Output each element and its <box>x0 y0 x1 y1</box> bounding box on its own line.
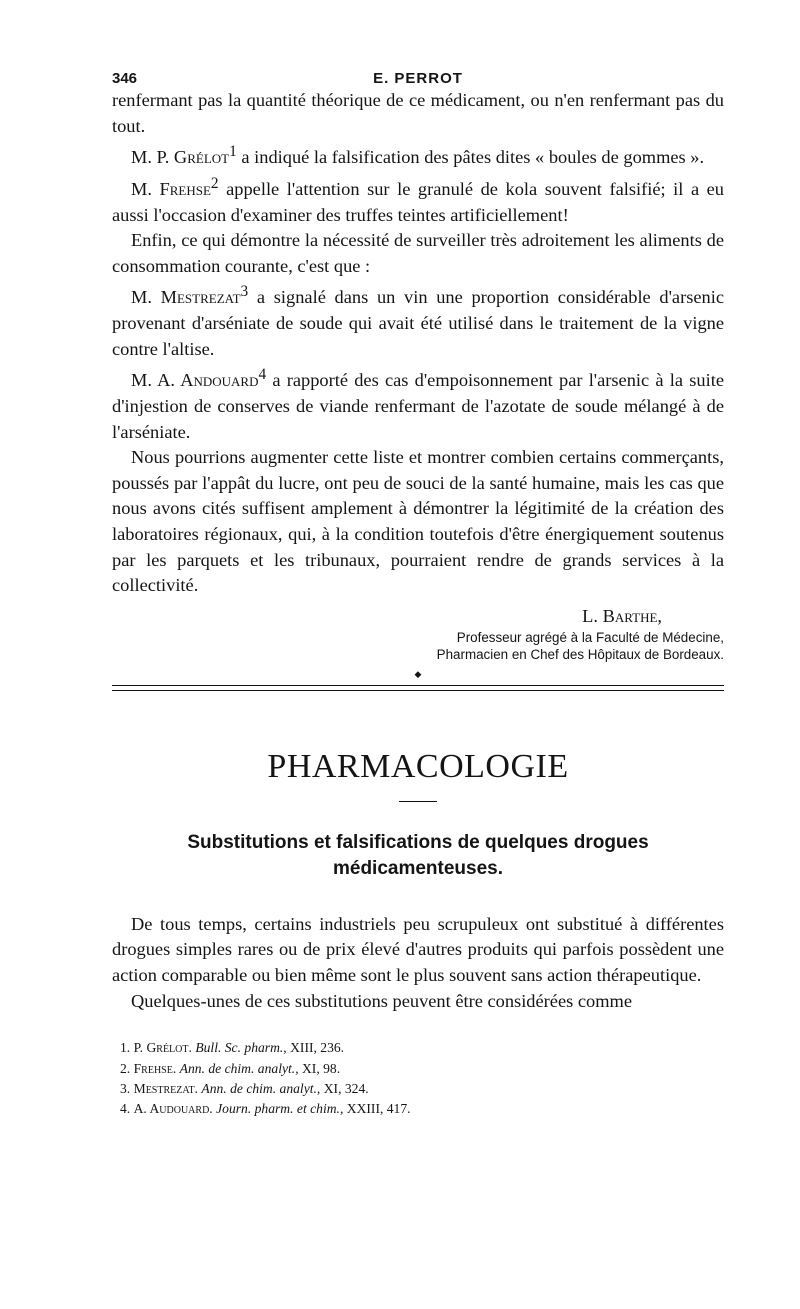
title-underline <box>399 801 437 802</box>
running-header <box>112 58 724 88</box>
running-head-title: E. PERROT <box>373 70 463 87</box>
footnote-number: 2. <box>120 1060 131 1076</box>
author-name: M. A. Andouard <box>131 370 259 391</box>
subtitle-line-2: médicamenteuses. <box>332 857 504 879</box>
ornament-diamond: ◆ <box>414 668 422 679</box>
page-number: 346 <box>112 70 138 87</box>
bottom-body-text <box>112 912 724 1014</box>
footnote-reference: , XI, 324. <box>316 1080 369 1096</box>
footnote-reference: , XIII, 236. <box>283 1040 345 1056</box>
signature-name: L. Barthe, <box>582 605 662 626</box>
paragraph-text: a indiqué la falsification des pâtes dites « boules de gommes ». <box>236 147 705 168</box>
footnote-item <box>112 1038 724 1058</box>
double-rule-top <box>112 685 724 686</box>
footnote-author: Frehse. <box>133 1060 177 1076</box>
paragraph-continuation: renfermant pas la quantité théorique de ce médicament, ou n'en renfermant pas du tout. <box>112 90 724 136</box>
footnote-journal: Bull. Sc. pharm. <box>195 1040 284 1056</box>
paragraph-grelot <box>112 139 724 171</box>
paragraph-text: appelle l'attention sur le granulé de kola souvent falsifié; il a eu aussi l'occasion d'examiner des truffes teintes artificiellement! <box>112 179 725 225</box>
document-page <box>112 58 724 1120</box>
footnote-author: P. Grélot. <box>133 1040 192 1056</box>
footnote-number: 1. <box>120 1040 131 1056</box>
paragraph-andouard <box>112 362 724 445</box>
footnote-marker: 4 <box>258 366 267 384</box>
paragraph-intro: De tous temps, certains industriels peu scrupuleux ont substitué à différentes drogues simples rares ou de prix élevé d'autres produits qui parfois possèdent une action comparable ou bien même sont le plus souvent sans action thérapeutique. <box>112 913 724 985</box>
footnote-author: A. Audouard. <box>133 1101 213 1117</box>
subtitle-line-1: Substitutions et falsifications de quelques drogues <box>187 831 649 853</box>
paragraph-substitutions: Quelques-unes de ces substitutions peuvent être considérées comme <box>131 990 633 1011</box>
footnote-item <box>112 1099 724 1119</box>
footnote-journal: Ann. de chim. analyt. <box>201 1080 317 1096</box>
footnote-author: Mestrezat. <box>133 1080 198 1096</box>
section-title: PHARMACOLOGIE <box>267 747 569 785</box>
author-name: M. Frehse <box>131 179 211 200</box>
footnote-marker: 2 <box>210 174 219 192</box>
signature-title-line-1: Professeur agrégé à la Faculté de Médecine, <box>456 629 724 645</box>
footnote-journal: Journ. pharm. et chim. <box>216 1101 340 1117</box>
footnote-item <box>112 1059 724 1079</box>
footnote-journal: Ann. de chim. analyt. <box>179 1060 296 1076</box>
article-subtitle <box>112 830 724 882</box>
footnote-number: 4. <box>120 1101 131 1117</box>
footnote-number: 3. <box>120 1080 131 1096</box>
paragraph-frehse <box>112 171 724 228</box>
top-body-text <box>112 88 724 599</box>
footnotes <box>112 1038 724 1120</box>
paragraph-conclusion: Nous pourrions augmenter cette liste et montrer combien certains commerçants, poussés par l'appât du lucre, ont peu de souci de la santé humaine, mais les cas que nous avons cités suffisent amplement à démontrer la légitimité de la création des laboratoires régionaux, qui, à la condition toutefois d'être énergiquement soutenus par les parquets et les tribunaux, pourraient rendre de grands services à la collectivité. <box>112 447 724 596</box>
paragraph-mestrezat <box>112 279 724 362</box>
author-name: M. P. Grélot <box>131 147 230 168</box>
paragraph-text: a rapporté des cas d'empoisonnement par l'arsenic à la suite d'injestion de conserves de viande renfermant de l'azotate de soude mélangé à de l'arséniate. <box>112 370 724 442</box>
signature-title-line-2: Pharmacien en Chef des Hôpitaux de Bordeaux. <box>436 646 724 662</box>
footnote-reference: , XXIII, 417. <box>339 1101 411 1117</box>
footnote-marker: 3 <box>240 283 249 301</box>
paragraph-text: a signalé dans un vin une proportion considérable d'arsenic provenant d'arséniate de soude qui avait été utilisé dans le traitement de la vigne contre l'altise. <box>112 287 724 359</box>
footnote-marker: 1 <box>229 143 237 161</box>
footnote-reference: , XI, 98. <box>295 1060 341 1076</box>
paragraph-enfin: Enfin, ce qui démontre la nécessité de surveiller très adroitement les aliments de consommation courante, c'est que : <box>112 230 724 276</box>
author-name: M. Mestrezat <box>131 287 241 308</box>
footnote-item <box>112 1079 724 1099</box>
double-rule-bottom <box>112 690 724 691</box>
